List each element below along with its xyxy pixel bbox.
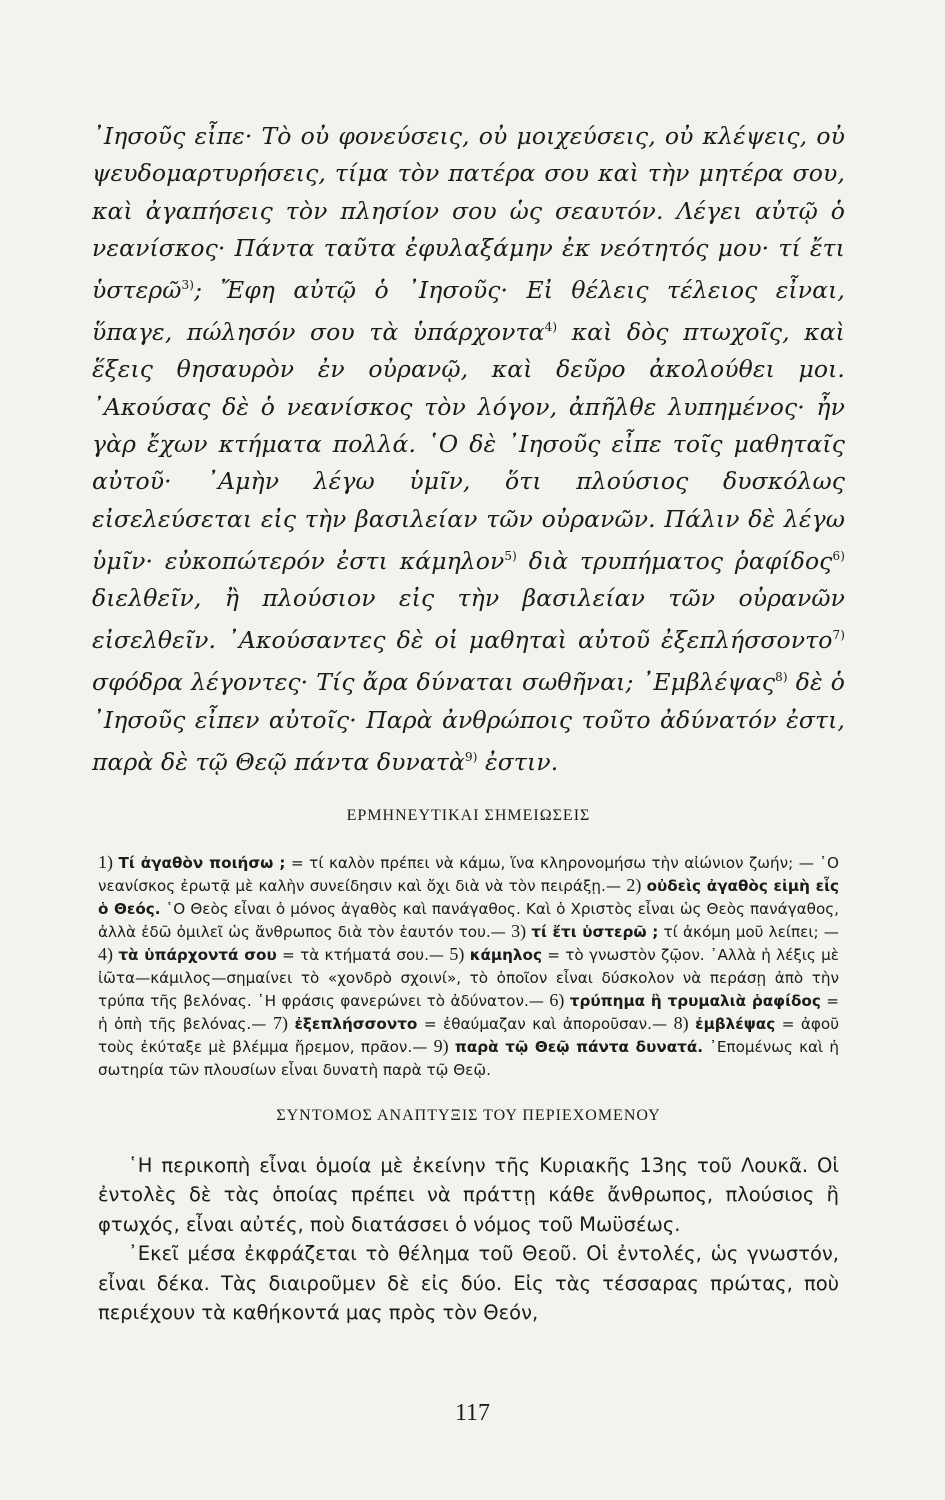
note-text: = ἡ ὀπὴ τῆς βελόνας.— — [98, 991, 839, 1034]
note-term: ἐξεπλήσσοντο — [294, 1015, 418, 1034]
gospel-text: καὶ δὸς πτωχοῖς, καὶ ἕξεις θησαυρὸν ἐν οὐρανῷ, καὶ δεῦρο ἀκολούθει μοι. ᾿Ακούσας δὲ ὁ νεανίσκος τὸν λόγον, ἀπῆλθε λυπημένος· ἦν γὰρ ἔχων κτήματα πολλά. ῾Ο δὲ ᾿Ιησοῦς εἶπε τοῖς μαθηταῖς αὐτοῦ· ᾿Αμὴν λέγω ὑμῖν, ὅτι πλούσιος δυσκόλως εἰσελεύσεται εἰς τὴν βασιλείαν τῶν οὐρανῶν. Πάλιν δὲ λέγω ὑμῖν· εὐκοπώτερόν ἐστι κάμηλον — [92, 318, 845, 575]
note-term: οὐδεὶς ἀγαθὸς εἰμὴ εἷς ὁ Θεός. — [98, 877, 839, 918]
note-number: 2) — [626, 875, 642, 896]
note-number: 4) — [98, 944, 113, 965]
note-term: τρύπημα ἢ τρυμαλιὰ ῥαφίδος — [569, 991, 821, 1010]
summary-section — [92, 1151, 845, 1327]
gospel-text: δὲ ὁ ᾿Ιησοῦς εἶπεν αὐτοῖς· Παρὰ ἀνθρώποις τοῦτο ἀδύνατόν ἐστι, παρὰ δὲ τῷ Θεῷ πάντα δυνατὰ — [92, 668, 845, 776]
footnote-ref: 8) — [775, 670, 788, 685]
footnote-ref: 7) — [832, 628, 845, 643]
gospel-text: ᾿Ιησοῦς εἶπε· Τὸ οὐ φονεύσεις, οὐ μοιχεύσεις, οὐ κλέψεις, οὐ ψευδομαρτυρήσεις, τίμα τὸν πατέρα σου καὶ τὴν μητέρα σου, καὶ ἀγαπήσεις τὸν πλησίον σου ὡς σεαυτόν. Λέγει αὐτῷ ὁ νεανίσκος· Πάντα ταῦτα ἐφυλαξάμην ἐκ νεότητός μου· τί ἔτι ὑστερῶ — [92, 122, 845, 305]
note-text: ῾Ο Θεὸς εἶναι ὁ μόνος ἀγαθὸς καὶ πανάγαθος. Καὶ ὁ Χριστὸς εἶναι ὡς Θεὸς πανάγαθος, ἀλλὰ ἐδῶ ὁμιλεῖ ὡς ἄνθρωπος διὰ τὸν ἑαυτόν του.— — [98, 899, 840, 941]
note-text: ᾿Επομένως καὶ ἡ σωτηρία τῶν πλουσίων εἶναι δυνατὴ παρὰ τῷ Θεῷ. — [98, 1038, 840, 1079]
note-text: τί ἀκόμη μοῦ λείπει; — — [658, 922, 839, 941]
note-term: παρὰ τῷ Θεῷ πάντα δυνατά. — [454, 1038, 704, 1057]
footnote-ref: 9) — [464, 749, 478, 764]
gospel-text: ; Ἔφη αὐτῷ ὁ ᾿Ιησοῦς· Εἰ θέλεις τέλειος εἶναι, ὕπαγε, πώλησόν σου τὰ ὑπάρχοντα — [92, 276, 845, 347]
gospel-text: ἐστιν. — [477, 747, 559, 776]
note-number: 9) — [433, 1036, 449, 1057]
note-term: τὰ ὑπάρχοντά σου — [118, 946, 277, 965]
notes-heading: ΕΡΜΗΝΕΥΤΙΚΑΙ ΣΗΜΕΙΩΣΕΙΣ — [346, 807, 591, 825]
footnote-ref: 3) — [181, 278, 195, 293]
gospel-text: διὰ τρυπήματος ῥαφίδος — [516, 546, 833, 575]
note-text: = τὸ γνωστὸν ζῷον. ᾿Αλλὰ ἡ λέξις μὲ ἰῶτα—κάμιλος—σημαίνει τὸ «χονδρὸ σχοινί», τὸ ὁποῖον εἶναι δύσκολον νὰ περάσῃ ἀπὸ τὴν τρύπα τῆς βελόνας. ῾Η φράσις φανερώνει τὸ ἀδύνατον.— — [98, 946, 840, 1010]
note-text: = τί καλὸν πρέπει νὰ κάμω, ἵνα κληρονομήσω τὴν αἰώνιον ζωήν; — ῾Ο νεανίσκος ἐρωτᾷ μὲ καλὴν συνείδησιν καὶ ὄχι διὰ νὰ τὸν πειράξῃ.— — [98, 854, 839, 896]
note-number: 5) — [449, 944, 465, 965]
note-term: κάμηλος — [469, 946, 542, 965]
note-number: 6) — [549, 989, 565, 1010]
gospel-text: σφόδρα λέγοντες· Τίς ἄρα δύναται σωθῆναι; ᾿Εμβλέψας — [92, 668, 776, 697]
footnote-ref: 4) — [544, 320, 558, 335]
note-term: ἐμβλέψας — [695, 1015, 776, 1034]
summary-paragraph: ῾Η περικοπὴ εἶναι ὁμοία μὲ ἐκείνην τῆς Κυριακῆς 13ης τοῦ Λουκᾶ. Οἱ ἐντολὲς δὲ τὰς ὁποίας πρέπει νὰ πράττῃ κάθε ἄνθρωπος, πλούσιος ἢ φτωχός, εἶναι αὐτές, ποὺ διατάσσει ὁ νόμος τοῦ Μωϋσέως. — [98, 1153, 839, 1236]
note-term: τί ἔτι ὑστερῶ ; — [531, 922, 659, 941]
note-text: = τὰ κτήματά σου.— — [276, 946, 450, 965]
note-text: = ἐθαύμαζαν καὶ ἀποροῦσαν.— — [417, 1015, 674, 1034]
note-number: 8) — [673, 1013, 689, 1034]
note-term: Τί ἀγαθὸν ποιήσω ; — [118, 854, 286, 873]
footnote-ref: 6) — [832, 548, 845, 563]
note-text: = ἀφοῦ τοὺς ἐκύταξε μὲ βλέμμα ἤρεμον, πρᾶον.— — [98, 1015, 840, 1057]
explanatory-notes — [92, 851, 845, 1081]
footnote-ref: 5) — [504, 548, 517, 563]
summary-heading: ΣΥΝΤΟΜΟΣ ΑΝΑΠΤΥΞΙΣ ΤΟΥ ΠΕΡΙΕΧΟΜΕΝΟΥ — [276, 1106, 661, 1124]
note-number: 1) — [98, 852, 113, 873]
note-number: 7) — [272, 1013, 288, 1034]
page-number: 117 — [454, 1400, 491, 1426]
gospel-passage — [92, 118, 845, 781]
note-number: 3) — [511, 920, 527, 941]
gospel-text: διελθεῖν, ἢ πλούσιον εἰς τὴν βασιλείαν τῶν οὐρανῶν εἰσελθεῖν. ᾿Ακούσαντες δὲ οἱ μαθηταὶ αὐτοῦ ἐξεπλήσσοντο — [92, 584, 845, 655]
summary-paragraph: ᾿Εκεῖ μέσα ἐκφράζεται τὸ θέλημα τοῦ Θεοῦ. Οἱ ἐντολές, ὡς γνωστόν, εἶναι δέκα. Τὰς διαιροῦμεν δὲ εἰς δύο. Εἰς τὰς τέσσαρας πρώτας, ποὺ περιέχουν τὰ καθήκοντά μας πρὸς τὸν Θεόν, — [98, 1242, 839, 1325]
